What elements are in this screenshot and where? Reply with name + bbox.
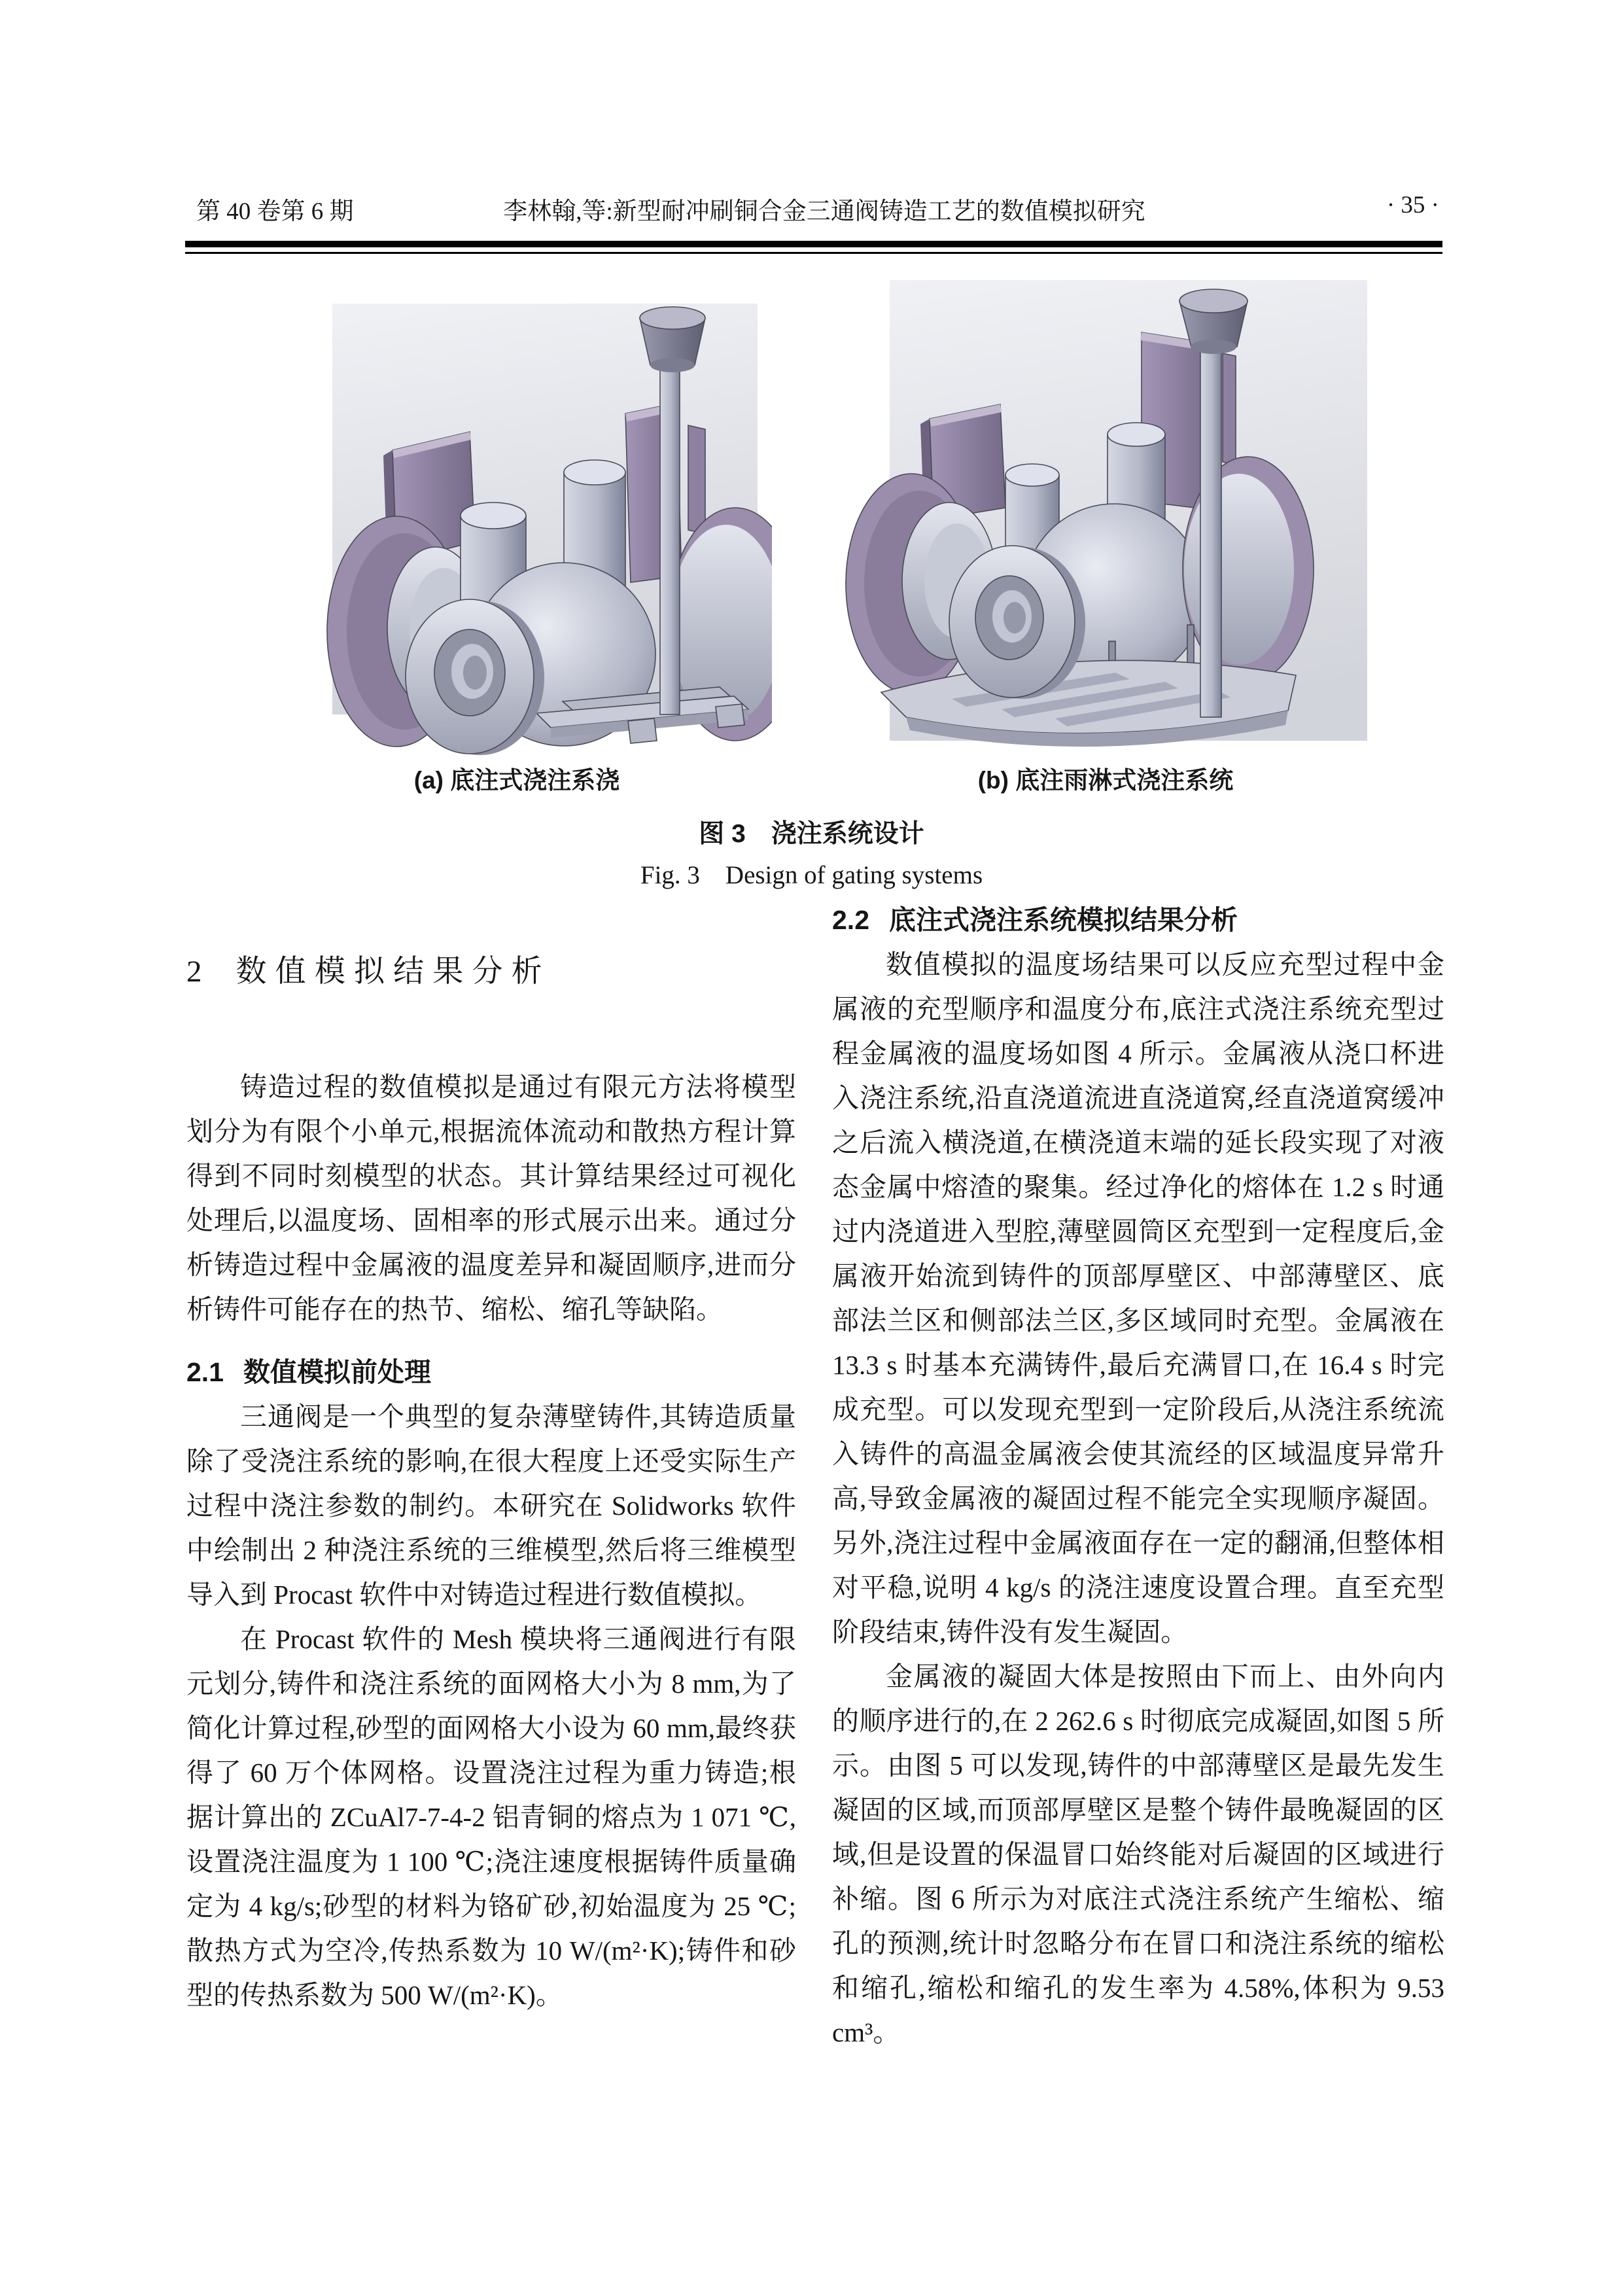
paragraph-preprocessing-1: 三通阀是一个典型的复杂薄壁铸件,其铸造质量除了受浇注系统的影响,在很大程度上还受实际生产过程中浇注参数的制约。本研究在 Solidworks 软件中绘制出 2 种浇注系统的三维模型,然后将三维模型导入到 Procast 软件中对铸造过程进行数值模拟。 xyxy=(186,1402,796,1610)
section-2-1-heading xyxy=(186,1350,796,1394)
section-2-1-number: 2.1 xyxy=(186,1357,224,1387)
front-flange xyxy=(406,599,544,755)
figure3-caption-chinese: 图 3 浇注系统设计 xyxy=(699,820,924,848)
running-title: 李林翰,等:新型耐冲刷铜合金三通阀铸造工艺的数值模拟研究 xyxy=(503,198,1145,225)
page-number: · 35 · xyxy=(1386,192,1439,219)
paragraph-numerical-simulation-intro: 铸造过程的数值模拟是通过有限元方法将模型划分为有限个小单元,根据流体流动和散热方程计算得到不同时刻模型的状态。其计算结果经过可视化处理后,以温度场、固相率的形式展示出来。通过分析铸造过程中金属液的温度差异和凝固顺序,进而分析铸件可能存在的热节、缩松、缩孔等缺陷。 xyxy=(186,1072,796,1324)
journal-issue: 第 40 卷第 6 期 xyxy=(196,198,354,225)
section-2-2-title: 底注式浇注系统模拟结果分析 xyxy=(889,905,1238,935)
paragraph-solidification-analysis: 金属液的凝固大体是按照由下而上、由外向内的顺序进行的,在 2 262.6 s 时彻底完成凝固,如图 5 所示。由图 5 可以发现,铸件的中部薄壁区是最先发生凝固的区域,而顶部厚壁区是整个铸件最晚凝固的区域,但是设置的保温冒口始终能对后凝固的区域进行补缩。图 6 所示为对底注式浇注系统产生缩松、缩孔的预测,统计时忽略分布在冒口和浇注系统的缩松和缩孔,缩松和缩孔的发生率为 4.58%,体积为 9.53 cm³。 xyxy=(832,1661,1444,2047)
section-2-2-heading xyxy=(832,898,1444,942)
figure-a-image xyxy=(262,254,772,758)
right-column xyxy=(832,898,1444,2055)
paragraph-filling-analysis: 数值模拟的温度场结果可以反应充型过程中金属液的充型顺序和温度分布,底注式浇注系统充型过程金属液的温度场如图 4 所示。金属液从浇口杯进入浇注系统,沿直浇道流进直浇道窝,经直浇道窝缓冲之后流入横浇道,在横浇道末端的延长段实现了对液态金属中熔渣的聚集。经过净化的熔体在 1.2 s 时通过内浇道进入型腔,薄壁圆筒区充型到一定程度后,金属液开始流到铸件的顶部厚壁区、中部薄壁区、底部法兰区和侧部法兰区,多区域同时充型。金属液在 13.3 s 时基本充满铸件,最后充满冒口,在 16.4 s 时完成充型。可以发现充型到一定阶段后,从浇注系统流入铸件的高温金属液会使其流经的区域温度异常升高,导致金属液的凝固过程不能完全实现顺序凝固。另外,浇注过程中金属液面存在一定的翻涌,但整体相对平稳,说明 4 kg/s 的浇注速度设置合理。直至充型阶段结束,铸件没有发生凝固。 xyxy=(832,949,1444,1647)
figure-b-image xyxy=(834,249,1377,758)
front-flange xyxy=(949,546,1085,699)
section-2-number: 2 xyxy=(186,955,202,989)
figure-a-caption: (a) 底注式浇注系浇 xyxy=(413,767,620,794)
section-2-heading xyxy=(186,952,796,991)
header-rule-thick xyxy=(185,241,1442,247)
section-2-1-title: 数值模拟前处理 xyxy=(243,1357,431,1387)
figure-b-caption: (b) 底注雨淋式浇注系统 xyxy=(977,767,1234,794)
paragraph-preprocessing-2: 在 Procast 软件的 Mesh 模块将三通阀进行有限元划分,铸件和浇注系统的面网格大小为 8 mm,为了简化计算过程,砂型的面网格大小设为 60 mm,最终获得了 60 万个体网格。设置浇注过程为重力铸造;根据计算出的 ZCuAl7-7-4-2 铝青铜的熔点为 1 071 ℃,设置浇注温度为 1 100 ℃;浇注速度根据铸件质量确定为 4 kg/s;砂型的材料为铬矿砂,初始温度为 25 ℃;散热方式为空冷,传热系数为 10 W/(m²·K);铸件和砂型的传热系数为 500 W/(m²·K)。 xyxy=(186,1624,796,2010)
figure3-caption-english: Fig. 3 Design of gating systems xyxy=(640,861,983,889)
section-2-2-number: 2.2 xyxy=(832,905,869,935)
section-2-title: 数值模拟结果分析 xyxy=(236,955,551,989)
left-column xyxy=(186,952,796,2017)
